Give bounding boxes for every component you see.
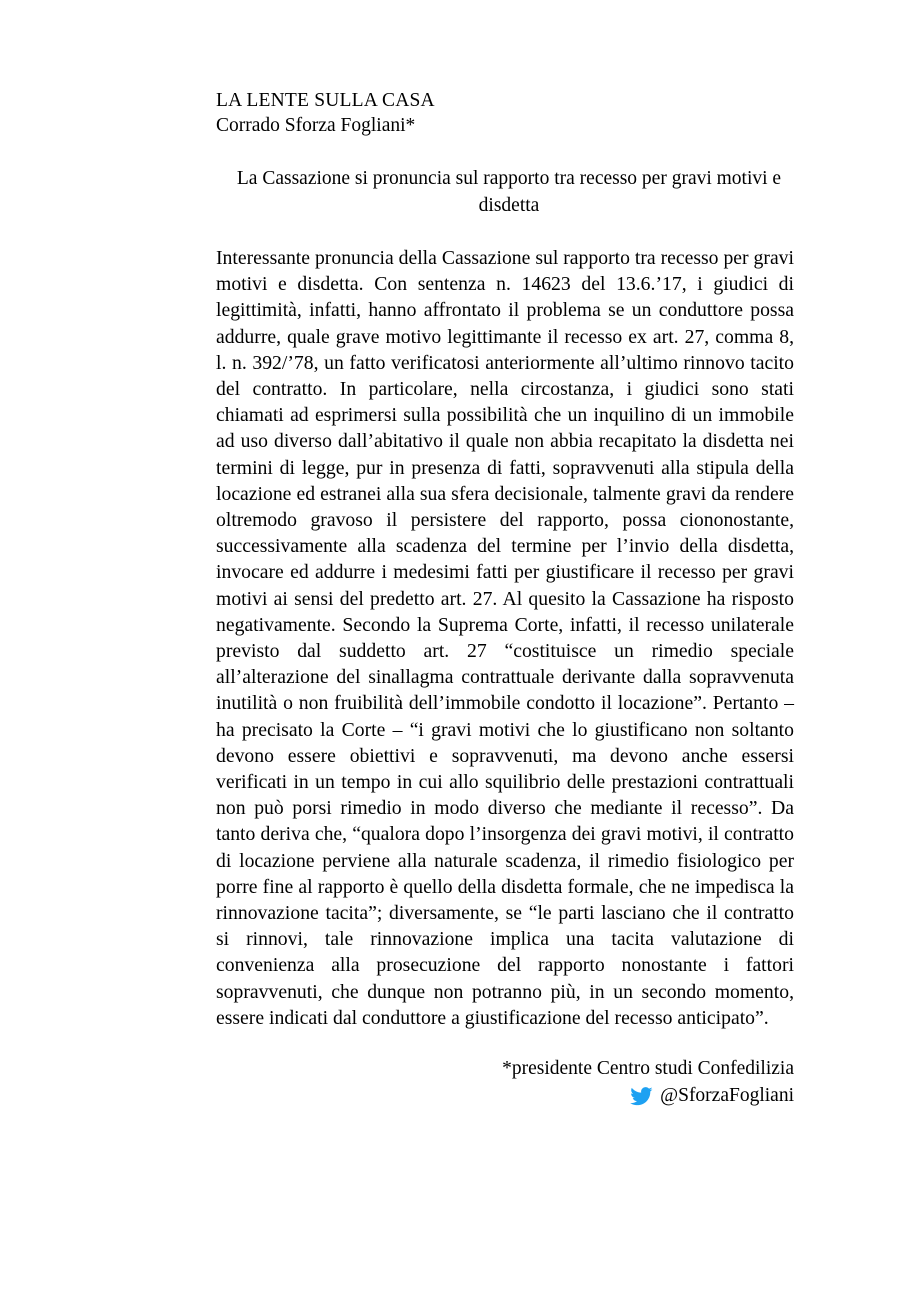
twitter-handle-line xyxy=(216,1082,794,1109)
article-body: Interessante pronuncia della Cassazione sul rapporto tra recesso per gravi motivi e disdetta. Con sentenza n. 14623 del 13.6.’17, i giudici di legittimità, infatti, hanno affrontato il problema se un conduttore possa addurre, quale grave motivo legittimante il recesso ex art. 27, comma 8, l. n. 392/’78, un fatto verificatosi anteriormente all’ultimo rinnovo tacito del contratto. In particolare, nella circostanza, i giudici sono stati chiamati ad esprimersi sulla possibilità che un inquilino di un immobile ad uso diverso dall’abitativo il quale non abbia recapitato la disdetta nei termini di legge, pur in presenza di fatti, sopravvenuti alla stipula della locazione ed estranei alla sua sfera decisionale, talmente gravi da rendere oltremodo gravoso il persistere del rapporto, possa ciononostante, successivamente alla scadenza del termine per l’invio della disdetta, invocare ed addurre i medesimi fatti per giustificare il recesso per gravi motivi ai sensi del predetto art. 27. Al quesito la Cassazione ha risposto negativamente. Secondo la Suprema Corte, infatti, il recesso unilaterale previsto dal suddetto art. 27 “costituisce un rimedio speciale all’alterazione del sinallagma contrattuale derivante dalla sopravvenuta inutilità o non fruibilità dell’immobile condotto il locazione”. Pertanto – ha precisato la Corte – “i gravi motivi che lo giustificano non soltanto devono essere obiettivi e sopravvenuti, ma devono anche essersi verificati in un tempo in cui allo squilibrio delle prestazioni contrattuali non può porsi rimedio in modo diverso che mediante il recesso”. Da tanto deriva che, “qualora dopo l’insorgenza dei gravi motivi, il contratto di locazione perviene alla naturale scadenza, il rimedio fisiologico per porre fine al rapporto è quello della disdetta formale, che ne impedisca la rinnovazione tacita”; diversamente, se “le parti lasciano che il contratto si rinnovi, tale rinnovazione implica una tacita valutazione di convenienza alla prosecuzione del rapporto nonostante i fattori sopravvenuti, che dunque non potranno più, in un secondo momento, essere indicati dal conduttore a giustificazione del recesso anticipato”. xyxy=(216,247,794,1029)
twitter-handle-text: @SforzaFogliani xyxy=(660,1085,794,1107)
column-kicker: LA LENTE SULLA CASA xyxy=(216,90,435,111)
article-headline: La Cassazione si pronuncia sul rapporto tra recesso per gravi motivi e disdetta xyxy=(236,168,782,216)
document-content xyxy=(216,88,794,1109)
author-signature: *presidente Centro studi Confedilizia xyxy=(502,1058,794,1080)
twitter-bird-icon xyxy=(630,1087,653,1106)
author-byline: Corrado Sforza Fogliani* xyxy=(216,115,416,136)
